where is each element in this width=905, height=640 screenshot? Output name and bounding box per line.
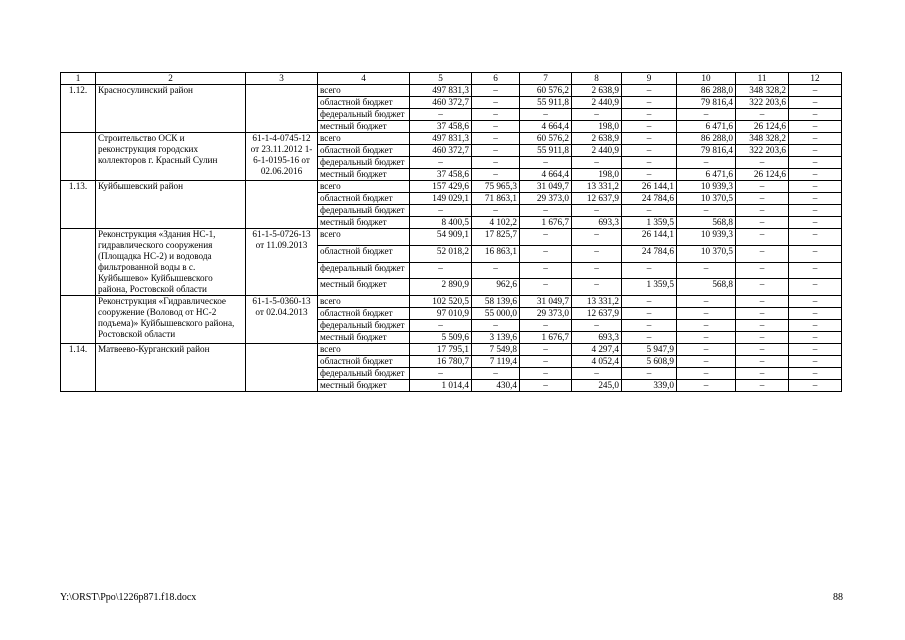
- project-code: 61-1-4-0745-12 от 23.11.2012 1-6-1-0195-16 от 02.06.2016: [246, 133, 318, 181]
- funding-source: областной бюджет: [318, 245, 410, 262]
- amount-cell: –: [572, 245, 622, 262]
- funding-source: областной бюджет: [318, 193, 410, 205]
- table-row: [61, 85, 842, 97]
- amount-cell: –: [789, 308, 842, 320]
- amount-cell: –: [622, 85, 677, 97]
- amount-cell: –: [622, 368, 677, 380]
- amount-cell: 13 331,2: [572, 296, 622, 308]
- amount-cell: –: [736, 181, 789, 193]
- project-code: 61-1-5-0360-13 от 02.04.2013: [246, 296, 318, 344]
- item-number: 1.14.: [61, 344, 96, 392]
- amount-cell: 3 139,6: [472, 332, 520, 344]
- amount-cell: 2 440,9: [572, 145, 622, 157]
- file-path: Y:\ORST\Ppo\1226p871.f18.docx: [60, 592, 197, 603]
- amount-cell: 29 373,0: [520, 308, 572, 320]
- funding-source: местный бюджет: [318, 380, 410, 392]
- amount-cell: –: [622, 157, 677, 169]
- amount-cell: –: [789, 262, 842, 279]
- amount-cell: –: [472, 109, 520, 121]
- amount-cell: –: [472, 205, 520, 217]
- amount-cell: –: [520, 245, 572, 262]
- amount-cell: 1 676,7: [520, 217, 572, 229]
- amount-cell: 71 863,1: [472, 193, 520, 205]
- amount-cell: 962,6: [472, 279, 520, 296]
- amount-cell: –: [410, 368, 472, 380]
- item-name: Куйбышевский район: [96, 181, 246, 229]
- amount-cell: –: [736, 344, 789, 356]
- amount-cell: –: [410, 109, 472, 121]
- amount-cell: –: [520, 356, 572, 368]
- amount-cell: –: [520, 320, 572, 332]
- amount-cell: –: [622, 121, 677, 133]
- amount-cell: –: [736, 332, 789, 344]
- amount-cell: 198,0: [572, 121, 622, 133]
- amount-cell: –: [736, 308, 789, 320]
- amount-cell: 10 370,5: [677, 193, 736, 205]
- amount-cell: 4 664,4: [520, 169, 572, 181]
- amount-cell: –: [520, 344, 572, 356]
- amount-cell: 2 638,9: [572, 133, 622, 145]
- amount-cell: –: [677, 380, 736, 392]
- amount-cell: 12 637,9: [572, 308, 622, 320]
- amount-cell: 6 471,6: [677, 169, 736, 181]
- amount-cell: –: [572, 262, 622, 279]
- item-number: 1.12.: [61, 85, 96, 133]
- amount-cell: 693,3: [572, 332, 622, 344]
- amount-cell: –: [736, 320, 789, 332]
- amount-cell: 4 102,2: [472, 217, 520, 229]
- amount-cell: 430,4: [472, 380, 520, 392]
- amount-cell: –: [520, 262, 572, 279]
- amount-cell: –: [789, 320, 842, 332]
- funding-source: всего: [318, 344, 410, 356]
- column-number: 1: [61, 73, 96, 85]
- amount-cell: –: [789, 133, 842, 145]
- amount-cell: –: [472, 121, 520, 133]
- amount-cell: 245,0: [572, 380, 622, 392]
- column-number: 8: [572, 73, 622, 85]
- amount-cell: –: [410, 320, 472, 332]
- amount-cell: –: [472, 169, 520, 181]
- amount-cell: –: [677, 296, 736, 308]
- amount-cell: 1 359,5: [622, 217, 677, 229]
- column-number: 2: [96, 73, 246, 85]
- amount-cell: 26 144,1: [622, 181, 677, 193]
- amount-cell: 16 780,7: [410, 356, 472, 368]
- amount-cell: 24 784,6: [622, 245, 677, 262]
- item-number: 1.13.: [61, 181, 96, 229]
- column-number: 7: [520, 73, 572, 85]
- funding-source: местный бюджет: [318, 279, 410, 296]
- amount-cell: 17 825,7: [472, 229, 520, 246]
- amount-cell: –: [789, 279, 842, 296]
- amount-cell: –: [622, 133, 677, 145]
- amount-cell: 26 124,6: [736, 169, 789, 181]
- funding-source: областной бюджет: [318, 356, 410, 368]
- amount-cell: –: [789, 380, 842, 392]
- amount-cell: –: [789, 368, 842, 380]
- amount-cell: –: [736, 296, 789, 308]
- amount-cell: –: [677, 356, 736, 368]
- amount-cell: –: [572, 279, 622, 296]
- amount-cell: 79 816,4: [677, 145, 736, 157]
- amount-cell: 460 372,7: [410, 145, 472, 157]
- amount-cell: 5 608,9: [622, 356, 677, 368]
- amount-cell: –: [410, 157, 472, 169]
- amount-cell: –: [410, 205, 472, 217]
- amount-cell: –: [789, 205, 842, 217]
- amount-cell: –: [572, 157, 622, 169]
- amount-cell: –: [789, 245, 842, 262]
- amount-cell: 26 144,1: [622, 229, 677, 246]
- funding-source: всего: [318, 296, 410, 308]
- amount-cell: –: [622, 296, 677, 308]
- amount-cell: 2 440,9: [572, 97, 622, 109]
- amount-cell: –: [736, 279, 789, 296]
- item-number: [61, 296, 96, 344]
- amount-cell: 5 947,9: [622, 344, 677, 356]
- amount-cell: 75 965,3: [472, 181, 520, 193]
- item-number: [61, 133, 96, 181]
- funding-source: областной бюджет: [318, 308, 410, 320]
- amount-cell: –: [472, 368, 520, 380]
- amount-cell: 26 124,6: [736, 121, 789, 133]
- amount-cell: –: [472, 320, 520, 332]
- amount-cell: 29 373,0: [520, 193, 572, 205]
- funding-source: областной бюджет: [318, 97, 410, 109]
- amount-cell: –: [520, 229, 572, 246]
- amount-cell: 31 049,7: [520, 296, 572, 308]
- funding-source: федеральный бюджет: [318, 109, 410, 121]
- funding-source: местный бюджет: [318, 332, 410, 344]
- amount-cell: –: [677, 308, 736, 320]
- table-row: [61, 181, 842, 193]
- amount-cell: –: [677, 320, 736, 332]
- table-row: [61, 344, 842, 356]
- table-row: [61, 296, 842, 308]
- amount-cell: 348 328,2: [736, 133, 789, 145]
- amount-cell: –: [789, 181, 842, 193]
- amount-cell: 4 052,4: [572, 356, 622, 368]
- amount-cell: –: [736, 193, 789, 205]
- amount-cell: 37 458,6: [410, 121, 472, 133]
- amount-cell: –: [622, 205, 677, 217]
- item-name: Красносулинский район: [96, 85, 246, 133]
- column-number: 3: [246, 73, 318, 85]
- amount-cell: –: [572, 229, 622, 246]
- funding-source: местный бюджет: [318, 121, 410, 133]
- amount-cell: –: [789, 217, 842, 229]
- amount-cell: 79 816,4: [677, 97, 736, 109]
- funding-source: местный бюджет: [318, 217, 410, 229]
- amount-cell: 12 637,9: [572, 193, 622, 205]
- amount-cell: 4 664,4: [520, 121, 572, 133]
- amount-cell: 7 549,8: [472, 344, 520, 356]
- amount-cell: –: [572, 109, 622, 121]
- funding-source: всего: [318, 181, 410, 193]
- amount-cell: 52 018,2: [410, 245, 472, 262]
- amount-cell: 10 370,5: [677, 245, 736, 262]
- budget-table: [60, 72, 842, 392]
- amount-cell: –: [677, 205, 736, 217]
- funding-source: областной бюджет: [318, 145, 410, 157]
- amount-cell: –: [789, 356, 842, 368]
- amount-cell: 198,0: [572, 169, 622, 181]
- amount-cell: 693,3: [572, 217, 622, 229]
- project-code: [246, 85, 318, 133]
- amount-cell: 60 576,2: [520, 133, 572, 145]
- amount-cell: –: [736, 229, 789, 246]
- amount-cell: –: [789, 296, 842, 308]
- amount-cell: –: [789, 109, 842, 121]
- funding-source: федеральный бюджет: [318, 262, 410, 279]
- amount-cell: –: [622, 97, 677, 109]
- amount-cell: 97 010,9: [410, 308, 472, 320]
- amount-cell: 55 000,0: [472, 308, 520, 320]
- amount-cell: –: [677, 332, 736, 344]
- column-number: 5: [410, 73, 472, 85]
- amount-cell: 58 139,6: [472, 296, 520, 308]
- amount-cell: 17 795,1: [410, 344, 472, 356]
- amount-cell: –: [789, 169, 842, 181]
- amount-cell: 1 676,7: [520, 332, 572, 344]
- amount-cell: 497 831,3: [410, 85, 472, 97]
- amount-cell: –: [677, 262, 736, 279]
- amount-cell: 1 359,5: [622, 279, 677, 296]
- amount-cell: –: [677, 109, 736, 121]
- amount-cell: –: [520, 279, 572, 296]
- page-number: 88: [833, 592, 843, 603]
- column-number: 9: [622, 73, 677, 85]
- amount-cell: 31 049,7: [520, 181, 572, 193]
- funding-source: федеральный бюджет: [318, 368, 410, 380]
- amount-cell: –: [410, 262, 472, 279]
- amount-cell: 460 372,7: [410, 97, 472, 109]
- amount-cell: –: [736, 368, 789, 380]
- amount-cell: –: [736, 380, 789, 392]
- funding-source: федеральный бюджет: [318, 320, 410, 332]
- amount-cell: –: [622, 145, 677, 157]
- amount-cell: –: [472, 133, 520, 145]
- amount-cell: 322 203,6: [736, 145, 789, 157]
- amount-cell: –: [572, 205, 622, 217]
- amount-cell: –: [677, 344, 736, 356]
- amount-cell: –: [622, 109, 677, 121]
- amount-cell: –: [736, 262, 789, 279]
- column-number: 10: [677, 73, 736, 85]
- item-number: [61, 229, 96, 296]
- amount-cell: –: [572, 368, 622, 380]
- item-name: Реконструкция «Гидравлическое сооружение (Воловод от НС-2 подъема)» Куйбышевского района, Ростовской области: [96, 296, 246, 344]
- amount-cell: 54 909,1: [410, 229, 472, 246]
- amount-cell: –: [622, 332, 677, 344]
- item-name: Строительство ОСК и реконструкция городских коллекторов г. Красный Сулин: [96, 133, 246, 181]
- amount-cell: 322 203,6: [736, 97, 789, 109]
- amount-cell: –: [789, 85, 842, 97]
- amount-cell: 16 863,1: [472, 245, 520, 262]
- column-number: 11: [736, 73, 789, 85]
- amount-cell: –: [622, 308, 677, 320]
- amount-cell: 102 520,5: [410, 296, 472, 308]
- amount-cell: –: [789, 97, 842, 109]
- funding-source: местный бюджет: [318, 169, 410, 181]
- amount-cell: 348 328,2: [736, 85, 789, 97]
- amount-cell: –: [520, 368, 572, 380]
- amount-cell: –: [736, 205, 789, 217]
- amount-cell: –: [472, 157, 520, 169]
- amount-cell: –: [677, 157, 736, 169]
- amount-cell: –: [520, 157, 572, 169]
- amount-cell: –: [572, 320, 622, 332]
- amount-cell: 10 939,3: [677, 181, 736, 193]
- amount-cell: 24 784,6: [622, 193, 677, 205]
- item-name: Матвеево-Курганский район: [96, 344, 246, 392]
- amount-cell: 86 288,0: [677, 85, 736, 97]
- table-row: [61, 133, 842, 145]
- amount-cell: –: [472, 145, 520, 157]
- funding-source: всего: [318, 133, 410, 145]
- funding-source: федеральный бюджет: [318, 157, 410, 169]
- amount-cell: 8 400,5: [410, 217, 472, 229]
- amount-cell: 37 458,6: [410, 169, 472, 181]
- amount-cell: –: [677, 368, 736, 380]
- amount-cell: –: [789, 121, 842, 133]
- amount-cell: –: [736, 245, 789, 262]
- item-name: Реконструкция «Здания НС-1, гидравлического сооружения (Площадка НС-2) и водовода фильтрованной воды в с. Куйбышево» Куйбышевского района, Ростовской области: [96, 229, 246, 296]
- project-code: [246, 344, 318, 392]
- amount-cell: 55 911,8: [520, 97, 572, 109]
- amount-cell: 6 471,6: [677, 121, 736, 133]
- amount-cell: –: [622, 262, 677, 279]
- amount-cell: –: [789, 332, 842, 344]
- amount-cell: –: [622, 320, 677, 332]
- amount-cell: –: [789, 193, 842, 205]
- amount-cell: 60 576,2: [520, 85, 572, 97]
- amount-cell: –: [736, 109, 789, 121]
- amount-cell: –: [736, 157, 789, 169]
- amount-cell: 86 288,0: [677, 133, 736, 145]
- amount-cell: 568,8: [677, 279, 736, 296]
- amount-cell: –: [472, 85, 520, 97]
- amount-cell: 2 890,9: [410, 279, 472, 296]
- column-number: 4: [318, 73, 410, 85]
- amount-cell: –: [622, 169, 677, 181]
- amount-cell: 7 119,4: [472, 356, 520, 368]
- amount-cell: 157 429,6: [410, 181, 472, 193]
- amount-cell: –: [736, 356, 789, 368]
- amount-cell: –: [520, 205, 572, 217]
- amount-cell: –: [520, 380, 572, 392]
- amount-cell: –: [736, 217, 789, 229]
- amount-cell: 13 331,2: [572, 181, 622, 193]
- column-number-row: [61, 73, 842, 85]
- funding-source: федеральный бюджет: [318, 205, 410, 217]
- amount-cell: –: [789, 157, 842, 169]
- amount-cell: 1 014,4: [410, 380, 472, 392]
- amount-cell: 10 939,3: [677, 229, 736, 246]
- table-row: [61, 229, 842, 246]
- amount-cell: 55 911,8: [520, 145, 572, 157]
- amount-cell: –: [520, 109, 572, 121]
- amount-cell: –: [789, 344, 842, 356]
- amount-cell: 568,8: [677, 217, 736, 229]
- project-code: [246, 181, 318, 229]
- funding-source: всего: [318, 229, 410, 246]
- amount-cell: –: [789, 145, 842, 157]
- amount-cell: –: [472, 97, 520, 109]
- amount-cell: 5 509,6: [410, 332, 472, 344]
- column-number: 6: [472, 73, 520, 85]
- amount-cell: 497 831,3: [410, 133, 472, 145]
- amount-cell: 4 297,4: [572, 344, 622, 356]
- column-number: 12: [789, 73, 842, 85]
- amount-cell: –: [472, 262, 520, 279]
- project-code: 61-1-5-0726-13 от 11.09.2013: [246, 229, 318, 296]
- amount-cell: –: [789, 229, 842, 246]
- funding-source: всего: [318, 85, 410, 97]
- amount-cell: 149 029,1: [410, 193, 472, 205]
- amount-cell: 339,0: [622, 380, 677, 392]
- amount-cell: 2 638,9: [572, 85, 622, 97]
